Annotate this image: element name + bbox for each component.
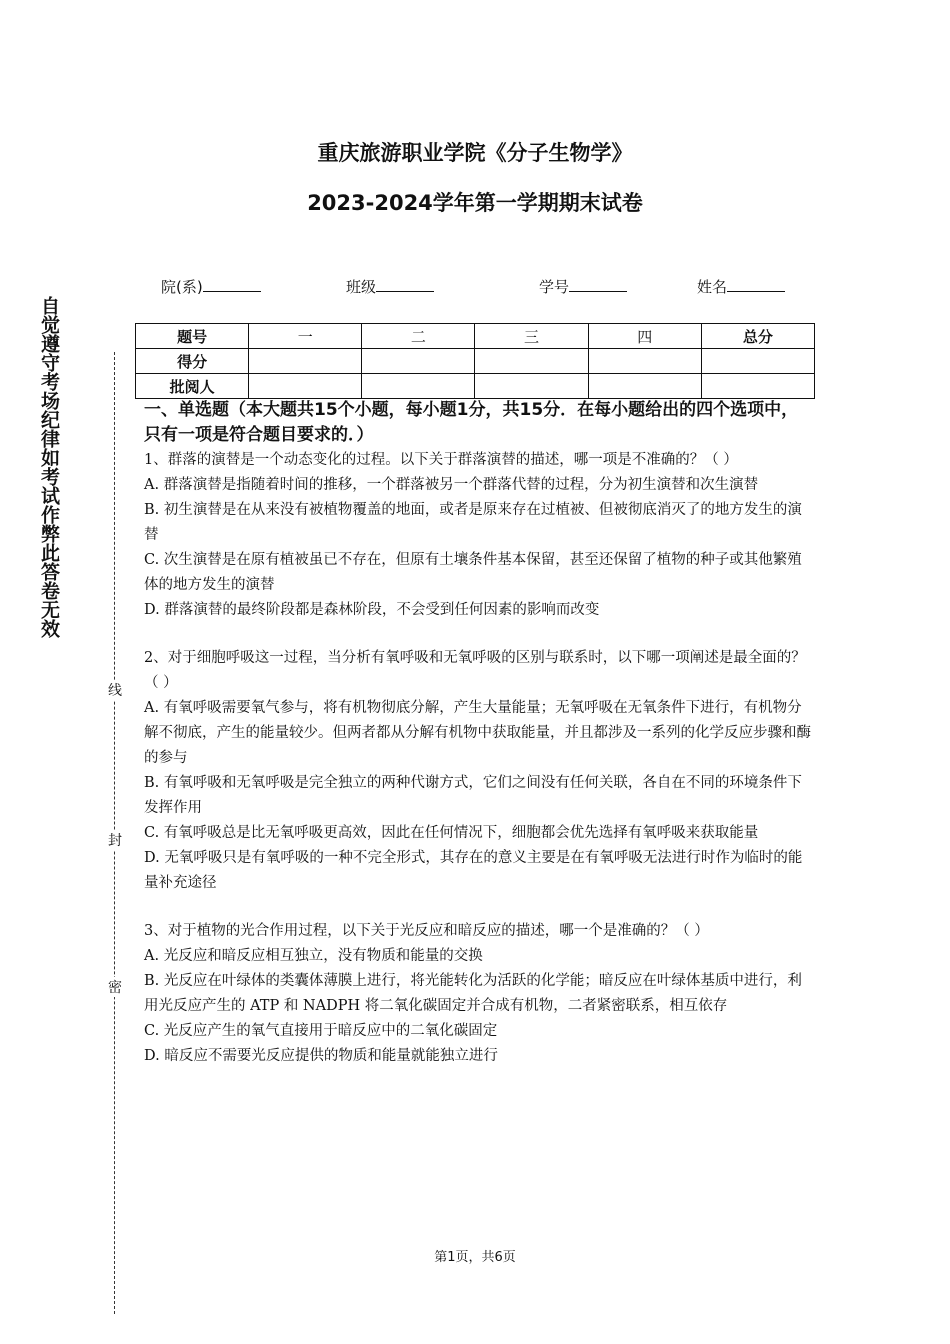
student-id-field bbox=[539, 276, 627, 297]
score-table-grader-row bbox=[136, 374, 815, 399]
score-cell bbox=[588, 349, 701, 374]
score-table-header-cell: 题号 bbox=[136, 324, 249, 349]
score-table bbox=[135, 323, 815, 399]
question-option: D. 群落演替的最终阶段都是森林阶段，不会受到任何因素的影响而改变 bbox=[144, 602, 600, 618]
exam-title-line1: 重庆旅游职业学院《分子生物学》 bbox=[317, 141, 633, 165]
grader-row-label: 批阅人 bbox=[136, 374, 249, 399]
score-cell bbox=[701, 349, 814, 374]
score-cell bbox=[249, 349, 362, 374]
score-row-label: 得分 bbox=[136, 349, 249, 374]
seal-mark-secret: 密 bbox=[106, 977, 124, 997]
question-2 bbox=[144, 646, 814, 896]
question-option: A. 群落演替是指随着时间的推移，一个群落被另一个群落代替的过程，分为初生演替和次生演替 bbox=[144, 477, 759, 493]
student-id-blank bbox=[569, 277, 627, 292]
grader-cell bbox=[362, 374, 475, 399]
question-option: C. 次生演替是在原有植被虽已不存在，但原有土壤条件基本保留，甚至还保留了植物的种子或其他繁殖体的地方发生的演替 bbox=[144, 552, 802, 593]
exam-title-line2: 2023-2024学年第一学期期末试卷 bbox=[307, 191, 643, 215]
score-table-header-cell: 总分 bbox=[701, 324, 814, 349]
score-table-header-cell: 二 bbox=[362, 324, 475, 349]
grader-cell bbox=[475, 374, 588, 399]
question-option: A. 光反应和暗反应相互独立，没有物质和能量的交换 bbox=[144, 948, 483, 964]
score-table-header-cell: 四 bbox=[588, 324, 701, 349]
name-field bbox=[697, 276, 785, 297]
seal-mark-line: 线 bbox=[106, 680, 124, 700]
question-option: B. 光反应在叶绿体的类囊体薄膜上进行，将光能转化为活跃的化学能；暗反应在叶绿体基质中进行，利用光反应产生的 ATP 和 NADPH 将二氧化碳固定并合成有机物，二者紧密联系，相互依存 bbox=[144, 973, 802, 1014]
score-cell bbox=[362, 349, 475, 374]
question-stem: 1、群落的演替是一个动态变化的过程。以下关于群落演替的描述，哪一项是不准确的？（ ） bbox=[144, 452, 738, 468]
question-option: D. 暗反应不需要光反应提供的物质和能量就能独立进行 bbox=[144, 1048, 498, 1064]
score-table-score-row bbox=[136, 349, 815, 374]
seal-mark-seal: 封 bbox=[106, 830, 124, 850]
student-id-label: 学号 bbox=[539, 278, 570, 296]
question-3 bbox=[144, 919, 814, 1069]
class-blank bbox=[376, 277, 434, 292]
department-label: 院(系) bbox=[161, 278, 203, 296]
department-blank bbox=[203, 277, 261, 292]
name-label: 姓名 bbox=[697, 278, 728, 296]
question-stem: 3、对于植物的光合作用过程，以下关于光反应和暗反应的描述，哪一个是准确的？（ ） bbox=[144, 923, 709, 939]
question-option: D. 无氧呼吸只是有氧呼吸的一种不完全形式，其存在的意义主要是在有氧呼吸无法进行时作为临时的能量补充途径 bbox=[144, 850, 803, 891]
question-option: B. 有氧呼吸和无氧呼吸是完全独立的两种代谢方式，它们之间没有任何关联，各自在不同的环境条件下发挥作用 bbox=[144, 775, 802, 816]
grader-cell bbox=[249, 374, 362, 399]
question-option: A. 有氧呼吸需要氧气参与，将有机物彻底分解，产生大量能量；无氧呼吸在无氧条件下进行，有机物分解不彻底，产生的能量较少。但两者都从分解有机物中获取能量，并且都涉及一系列的化学反应步骤和酶的参与 bbox=[144, 700, 811, 766]
grader-cell bbox=[588, 374, 701, 399]
grader-cell bbox=[701, 374, 814, 399]
exam-discipline-notice: 自觉遵守考场纪律如考试作弊此答卷无效 bbox=[38, 296, 60, 638]
question-option: C. 光反应产生的氧气直接用于暗反应中的二氧化碳固定 bbox=[144, 1023, 498, 1039]
question-stem: 2、对于细胞呼吸这一过程，当分析有氧呼吸和无氧呼吸的区别与联系时，以下哪一项阐述是最全面的？（ ） bbox=[144, 650, 806, 691]
question-option: C. 有氧呼吸总是比无氧呼吸更高效，因此在任何情况下，细胞都会优先选择有氧呼吸来获取能量 bbox=[144, 825, 759, 841]
score-cell bbox=[475, 349, 588, 374]
name-blank bbox=[727, 277, 785, 292]
exam-content bbox=[144, 398, 814, 1069]
question-option: B. 初生演替是在从来没有被植物覆盖的地面，或者是原来存在过植被、但被彻底消灭了的地方发生的演替 bbox=[144, 502, 802, 543]
score-table-header-row bbox=[136, 324, 815, 349]
class-field bbox=[346, 276, 434, 297]
score-table-header-cell: 一 bbox=[249, 324, 362, 349]
section-heading: 一、单选题（本大题共15个小题，每小题1分，共15分．在每小题给出的四个选项中，只有一项是符合题目要求的．） bbox=[144, 400, 799, 445]
page-indicator: 第1页，共6页 bbox=[434, 1250, 516, 1265]
department-field bbox=[161, 276, 261, 297]
score-table-header-cell: 三 bbox=[475, 324, 588, 349]
question-1 bbox=[144, 448, 814, 623]
class-label: 班级 bbox=[346, 278, 377, 296]
